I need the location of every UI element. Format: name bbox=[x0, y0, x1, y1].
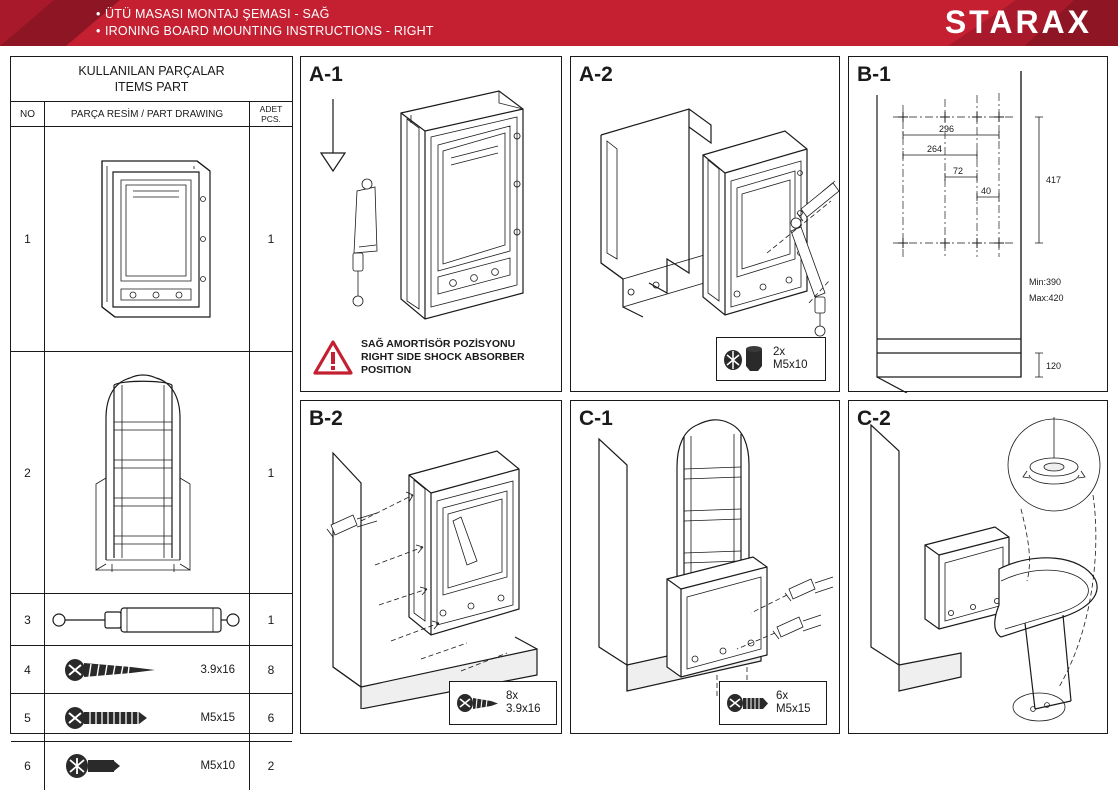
screw-spec: 3.9x16 bbox=[506, 703, 541, 715]
panel-c2-tag: C-2 bbox=[857, 407, 891, 430]
flat-head-screw-icon bbox=[722, 344, 766, 374]
screw-count: 2x bbox=[773, 346, 786, 358]
dim-max: Max:420 bbox=[1029, 293, 1064, 303]
parts-table-header-row bbox=[11, 101, 292, 127]
brand-logo bbox=[945, 4, 1092, 41]
part-qty: 6 bbox=[267, 710, 275, 725]
panel-b2-illustration bbox=[301, 409, 563, 709]
wood-screw-icon bbox=[455, 688, 499, 718]
panel-b1 bbox=[848, 56, 1108, 392]
dim-296: 296 bbox=[939, 124, 955, 134]
part-no: 5 bbox=[11, 694, 45, 741]
warning-triangle-icon bbox=[313, 340, 353, 376]
part-no: 2 bbox=[11, 352, 45, 593]
column-header-qty bbox=[250, 102, 292, 126]
parts-table-title-tr: KULLANILAN PARÇALAR bbox=[78, 64, 225, 78]
part-spec: 3.9x16 bbox=[200, 663, 235, 676]
table-row bbox=[11, 742, 292, 790]
parts-table-title bbox=[11, 57, 292, 95]
dim-417: 417 bbox=[1046, 175, 1062, 185]
panel-b2-tag: B-2 bbox=[309, 407, 343, 430]
header-title-tr: ÜTÜ MASASI MONTAJ ŞEMASI - SAĞ bbox=[105, 7, 330, 21]
panel-a2-tag: A-2 bbox=[579, 63, 613, 86]
part-drawing-gas-shock-absorber bbox=[45, 594, 250, 645]
warning-note bbox=[313, 338, 561, 377]
warning-text-en: RIGHT SIDE SHOCK ABSORBER POSITION bbox=[361, 351, 525, 376]
screw-callout-c1 bbox=[719, 681, 827, 725]
dim-72: 72 bbox=[953, 166, 964, 176]
panel-c2 bbox=[848, 400, 1108, 734]
part-no: 6 bbox=[11, 742, 45, 790]
column-header-drawing: PARÇA RESİM / PART DRAWING bbox=[45, 102, 250, 126]
part-qty: 1 bbox=[267, 465, 275, 480]
dim-min: Min:390 bbox=[1029, 277, 1062, 287]
panel-b1-illustration bbox=[849, 57, 1109, 393]
part-no: 4 bbox=[11, 646, 45, 693]
column-header-qty-top: ADET bbox=[259, 104, 283, 114]
parts-table-title-en: ITEMS PART bbox=[114, 80, 189, 94]
panel-c1 bbox=[570, 400, 840, 734]
dim-120: 120 bbox=[1046, 361, 1062, 371]
header-title-en: IRONING BOARD MOUNTING INSTRUCTIONS - RIGHT bbox=[105, 24, 434, 38]
dim-264: 264 bbox=[927, 144, 943, 154]
part-qty: 8 bbox=[267, 662, 275, 677]
part-qty: 1 bbox=[267, 612, 275, 627]
part-drawing-frame-assembly bbox=[45, 127, 250, 351]
column-header-qty-bottom: PCS. bbox=[261, 114, 281, 124]
panel-a2 bbox=[570, 56, 840, 392]
panel-c1-illustration bbox=[571, 409, 841, 709]
part-drawing-machine-screw bbox=[45, 694, 250, 741]
warning-text-tr: SAĞ AMORTİSÖR POZİSYONU bbox=[361, 338, 516, 350]
table-row bbox=[11, 694, 292, 742]
panel-b2 bbox=[300, 400, 562, 734]
part-drawing-flat-head-screw bbox=[45, 742, 250, 790]
screw-count: 8x bbox=[506, 690, 519, 702]
panel-a1 bbox=[300, 56, 562, 392]
panel-a2-illustration bbox=[571, 63, 841, 353]
panel-a1-illustration bbox=[301, 61, 563, 361]
table-row bbox=[11, 646, 292, 694]
column-header-no: NO bbox=[11, 102, 45, 126]
screw-spec: M5x10 bbox=[773, 359, 808, 371]
dim-40: 40 bbox=[981, 186, 992, 196]
brand-logo-text: STARAX bbox=[944, 4, 1092, 40]
part-no: 1 bbox=[11, 127, 45, 351]
screw-count: 6x bbox=[776, 690, 789, 702]
part-drawing-wood-screw bbox=[45, 646, 250, 693]
table-row bbox=[11, 352, 292, 594]
panel-c1-tag: C-1 bbox=[579, 407, 613, 430]
screw-callout-b2 bbox=[449, 681, 557, 725]
page-header bbox=[0, 0, 1118, 46]
screw-callout-a2 bbox=[716, 337, 826, 381]
screw-spec: M5x15 bbox=[776, 703, 811, 715]
machine-screw-icon bbox=[725, 688, 769, 718]
part-qty: 2 bbox=[267, 759, 275, 773]
parts-table bbox=[10, 56, 293, 773]
part-qty: 1 bbox=[267, 232, 275, 246]
part-no: 3 bbox=[11, 594, 45, 645]
header-titles: • ÜTÜ MASASI MONTAJ ŞEMASI - SAĞ • IRONING BOARD MOUNTING INSTRUCTIONS - RIGHT bbox=[96, 7, 434, 38]
panel-c2-illustration bbox=[849, 409, 1109, 729]
table-row bbox=[11, 127, 292, 352]
part-drawing-ironing-board-ladder bbox=[45, 352, 250, 593]
panel-a1-tag: A-1 bbox=[309, 63, 343, 86]
part-spec: M5x15 bbox=[200, 711, 235, 724]
part-spec: M5x10 bbox=[200, 760, 235, 772]
table-row bbox=[11, 594, 292, 646]
panel-b1-tag: B-1 bbox=[857, 63, 891, 86]
